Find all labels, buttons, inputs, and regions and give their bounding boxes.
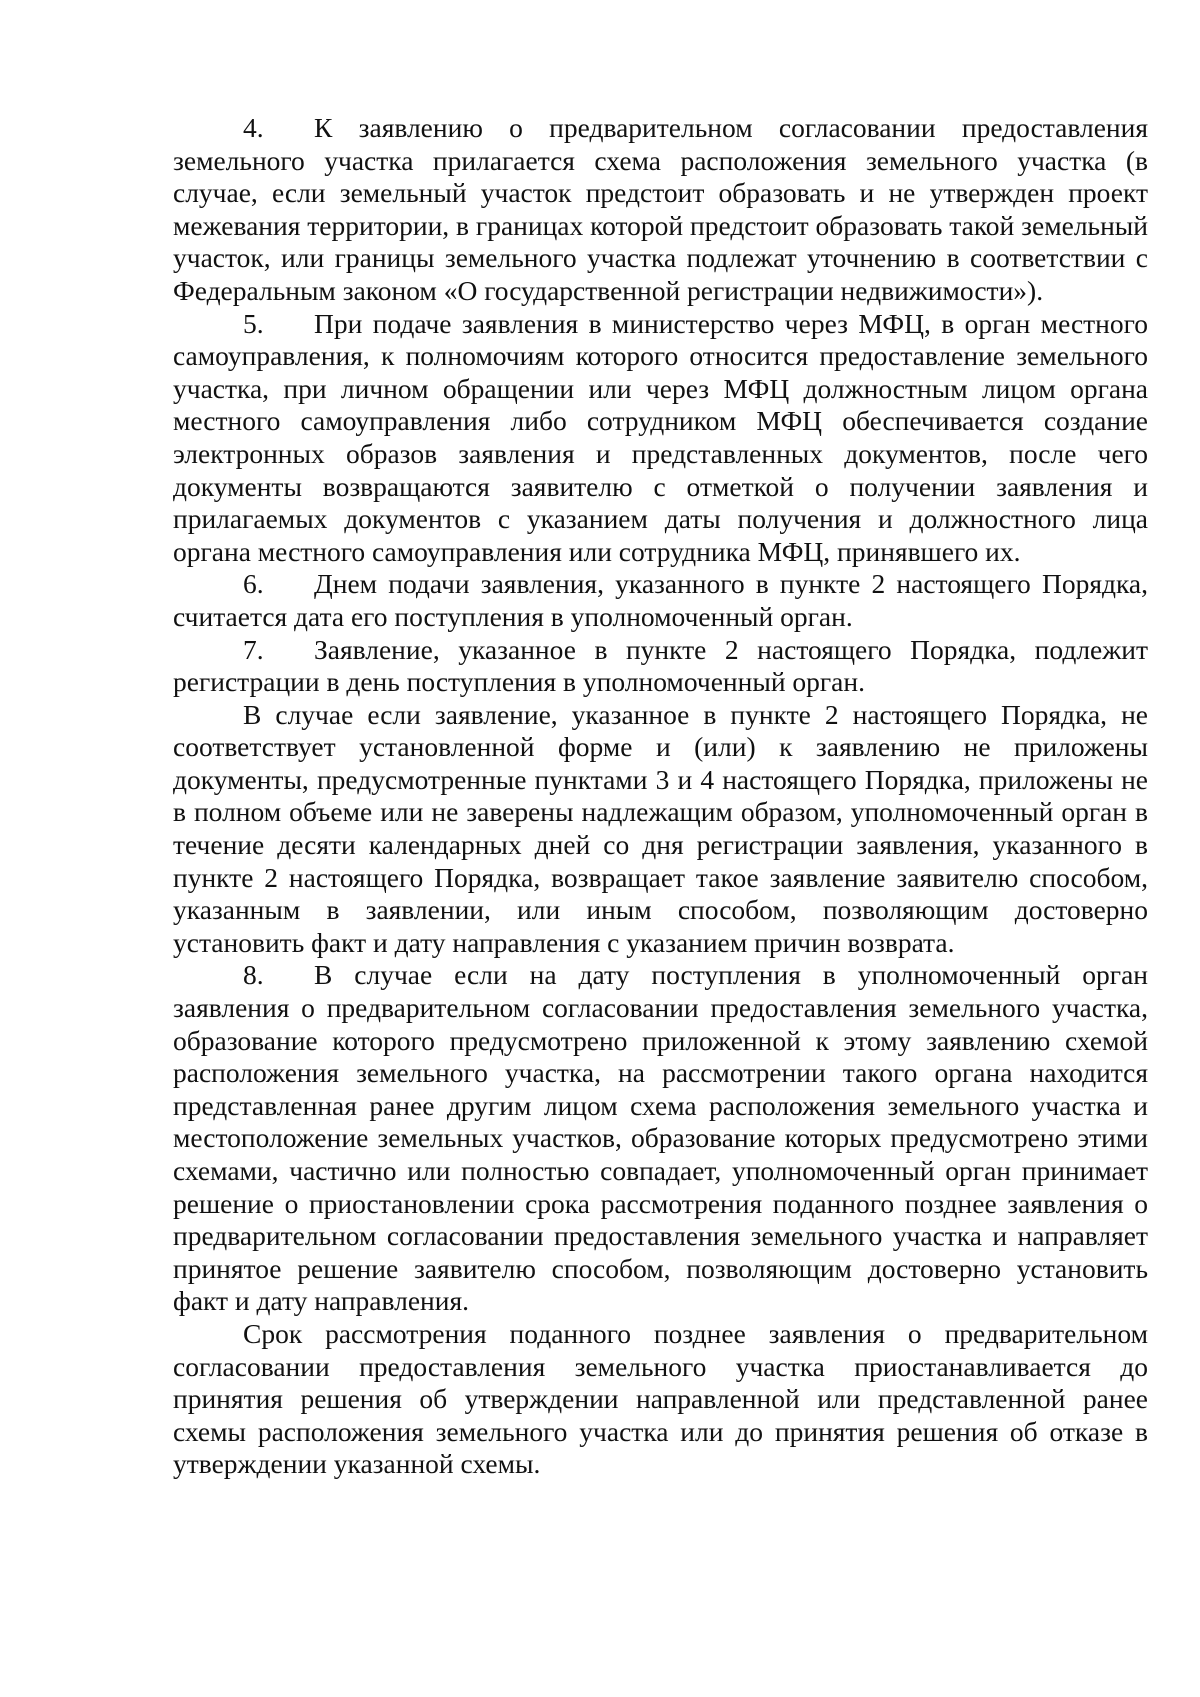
paragraph-7 <box>173 634 1148 699</box>
paragraph-number: 7. <box>243 633 264 665</box>
paragraph-8-continuation <box>173 1318 1148 1481</box>
paragraph-text: При подаче заявления в министерство через МФЦ, в орган местного самоуправления, к полномочиям которого относится предоставление земельного участка, при личном обращении или через МФЦ должностным лицом органа местного самоуправления либо сотрудником МФЦ обеспечивается создание электронных образов заявления и представленных документов, после чего документы возвращаются заявителю с отметкой о получении заявления и прилагаемых документов с указанием даты получения и должностного лица органа местного самоуправления или сотрудника МФЦ, принявшего их. <box>173 307 1148 567</box>
paragraph-6 <box>173 568 1148 633</box>
paragraph-text: В случае если заявление, указанное в пункте 2 настоящего Порядка, не соответствует установленной форме и (или) к заявлению не приложены документы, предусмотренные пунктами 3 и 4 настоящего Порядка, приложены не в полном объеме или не заверены надлежащим образом, уполномоченный орган в течение десяти календарных дней со дня регистрации заявления, указанного в пункте 2 настоящего Порядка, возвращает такое заявление заявителю способом, указанным в заявлении, или иным способом, позволяющим достоверно установить факт и дату направления с указанием причин возврата. <box>173 698 1148 958</box>
paragraph-number: 8. <box>243 959 264 991</box>
paragraph-8 <box>173 959 1148 1318</box>
paragraph-text: К заявлению о предварительном согласовании предоставления земельного участка прилагается схема расположения земельного участка (в случае, если земельный участок предстоит образовать и не утвержден проект межевания территории, в границах которой предстоит образовать такой земельный участок, или границы земельного участка подлежат уточнению в соответствии с Федеральным законом «О государственной регистрации недвижимости»). <box>173 112 1148 306</box>
paragraph-text: Заявление, указанное в пункте 2 настоящего Порядка, подлежит регистрации в день поступления в уполномоченный орган. <box>173 633 1148 698</box>
paragraph-text: Срок рассмотрения поданного позднее заявления о предварительном согласовании предоставления земельного участка приостанавливается до принятия решения об утверждении направленной или представленной ранее схемы расположения земельного участка или до принятия решения об отказе в утверждении указанной схемы. <box>173 1317 1148 1480</box>
document-page <box>173 112 1148 1481</box>
paragraph-5 <box>173 308 1148 569</box>
paragraph-number: 4. <box>243 112 264 143</box>
paragraph-text: Днем подачи заявления, указанного в пункте 2 настоящего Порядка, считается дата его поступления в уполномоченный орган. <box>173 568 1148 632</box>
paragraph-number: 5. <box>243 307 264 339</box>
paragraph-number: 6. <box>243 568 264 600</box>
paragraph-text: В случае если на дату поступления в уполномоченный орган заявления о предварительном согласовании предоставления земельного участка, образование которого предусмотрено приложенной к этому заявлению схемой расположения земельного участка, на рассмотрении такого органа находится представленная ранее другим лицом схема расположения земельного участка и местоположение земельных участков, образование которых предусмотрено этими схемами, частично или полностью совпадает, уполномоченный орган принимает решение о приостановлении срока рассмотрения поданного позднее заявления о предварительном согласовании предоставления земельного участка и направляет принятое решение заявителю способом, позволяющим достоверно установить факт и дату направления. <box>173 959 1148 1317</box>
paragraph-7-continuation <box>173 699 1148 960</box>
paragraph-4 <box>173 112 1148 308</box>
